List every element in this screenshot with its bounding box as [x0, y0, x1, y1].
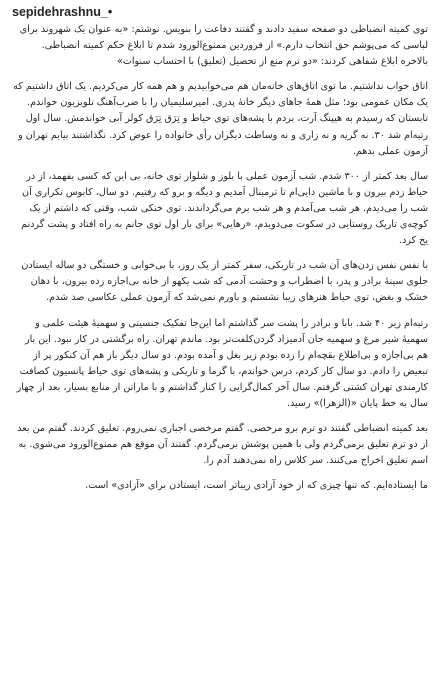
- caption-paragraph-7: ما ایستاده‌ایم. که تنها چیزی که از خود آزادی زیباتر است، ایستادن برای «آزادی» است.: [85, 480, 428, 492]
- post-caption: [12, 22, 428, 494]
- caption-paragraph-4: با نفس نفس زدن‌های آن شب در تاریکی، سفر کمتر از یک روز، با بی‌خوابی و خستگی دو ساله ایستادن جلوی سینهٔ برادر و پدر، با اضطراب و وحشت آدمی که شب یکهو از خانه بی‌اجازه زده بیرون، با دهان خشک و بغض، توی حیاط هنرهای زیبا نشستم و باورم نمی‌شد که آزمون عملی عکاسی صد شدم.: [21, 260, 428, 304]
- caption-paragraph-6: بعد کمیته انضباطی گفتند دو ترم برو مرخصی. گفتم مرخصی اجباری نمی‌روم. تعلیق کردند. گفتم من بعد از دو ترم تعلیق برمی‌گردم ولی با همین پوشش برمی‌گردم. گفتند آن موقع هم ممنوع‌الورود می‌شوی. به اسم تعلیق اخراج می‌کنند. سر کلاس راه نمی‌دهند آدم را.: [17, 423, 428, 467]
- caption-paragraph-1: توی کمیته انضباطی دو صفحه سفید دادند و گفتند دفاعت را بنویس. نوشتم: «به عنوان یک شهروند برای لباسی که می‌پوشم حق انتخاب دارم.» از فروردین ممنوع‌الورود شدم تا ابلاغ حکم کمیته انضباطی. بالاخره ابلاغ شفاهی کردند: «دو ترم منع از تحصیل (تعلیق) با احتساب سنوات»: [19, 24, 428, 68]
- username-link[interactable]: sepidehrashnu_: [12, 5, 108, 19]
- caption-paragraph-2: اتاق خواب نداشتیم. ما توی اتاق‌های خانه‌مان هم می‌خوابیدیم و هم همه کار می‌کردیم. یک اتاق داشتیم که یک مکان عمومی بود؛ مثل همهٔ جاهای دیگر خانهٔ پدری. امیرسلیمیان را با ضرب‌آهنگ تلویزیون خواندم. تابستان که رسیدم به هیپنگ آرت، بردم با پشه‌های توی حیاط و تِرَق تِرَق کولر آبی خواندمش. سال اول رتبه‌ام شد ۳۰. نه گریه و نه زاری و نه وساطت دیگران رأی خانواده را عوض کرد. نگذاشتند بیایم تهران و آزمون عملی بدهم.: [13, 81, 428, 157]
- header-separator: •: [107, 5, 113, 19]
- caption-paragraph-3: سال بعد کمتر از ۳۰۰ شدم. شب آزمون عملی با بلوز و شلوار توی خانه، بی این که کسی بفهمد، از در حیاط زدم بیرون و با ماشین دایی‌ام تا ترمینال آمدیم و دیگه و برو که رفتیم. دو سال، کابوس تکراری آن شب را می‌دیدم. هر شب می‌آمدم و هر شب برم می‌گرداندند. توی خنکی شب، وقتی که داشتم از یک کوچه‌ی تاریک روستایی در سکوت می‌دویدم، «رهایی» برای بار اول توی جانم به راه افتاد و پشت گردنم یخ کرد.: [21, 170, 428, 247]
- post-header: [12, 2, 428, 22]
- caption-paragraph-5: رتبه‌ام زیر ۴۰ شد. بابا و برادر را پشت سر گذاشتم اما این‌جا تفکیک جنسیتی و سهمیهٔ هیئت علمی و سهمیهٔ شیر مرغ و سهمیه جان آدمیزاد گردن‌کلفت‌تر بود. ماندم تهران. راه برگشتی در کار نبود. این بار هم بی‌اجازه و بی‌اطلاع بقچه‌ام را زده بودم زیر بغل و آمده بودم. دو سال دیگر باز هم آن کنکور پر از تبعیض را دادم. دو سال کار کردم، درس خواندم، با گرما و تاریکی و پشه‌های توی حیاط پانسیون کصافت کارمندی تهران کشتی گرفتم. سال آخر کمال‌گرایی را کنار گذاشتم و با ماراتن از منابع بسیار، بعد از چهار سال به خط پایان «(الزهرا)» رسید.: [16, 317, 428, 409]
